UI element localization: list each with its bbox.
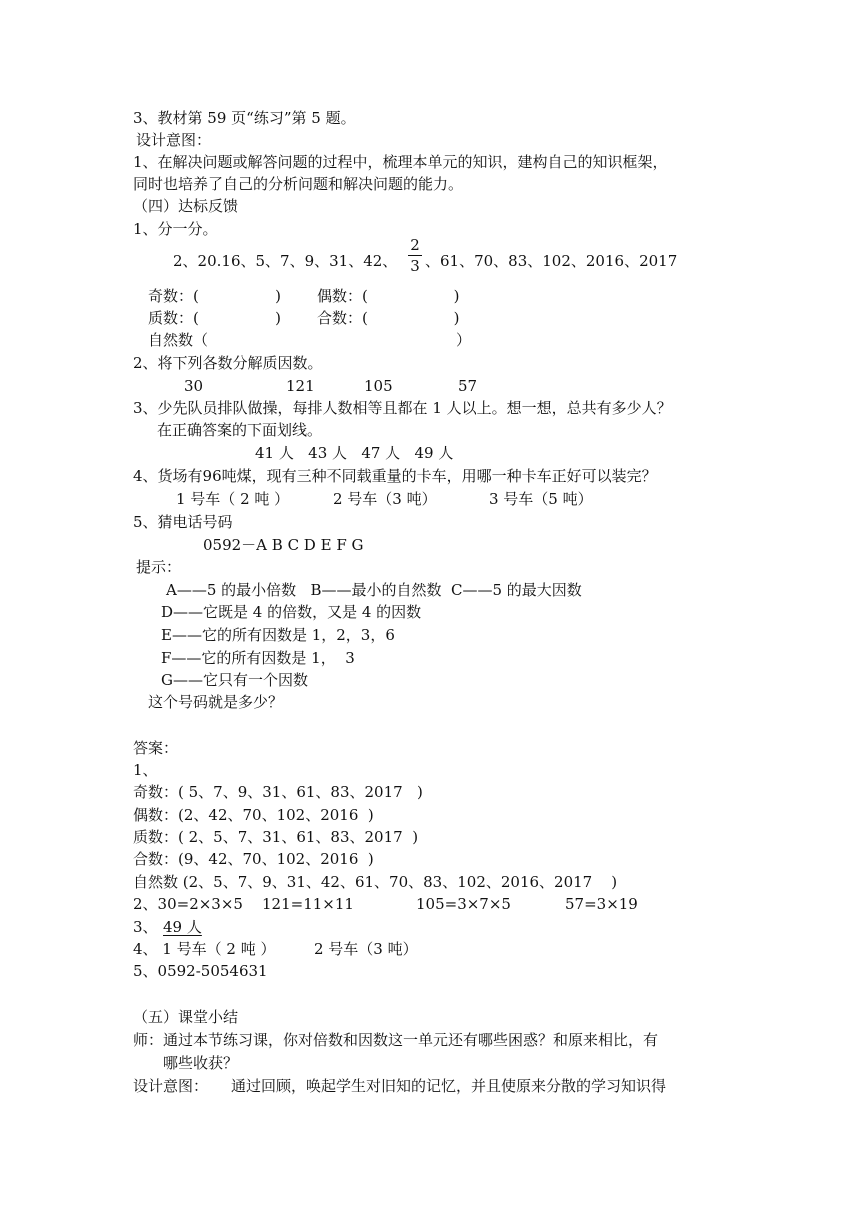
fraction-denominator: 3 xyxy=(410,257,420,275)
answer-2-121: 121=11×11 xyxy=(262,895,354,913)
factor-number-30: 30 xyxy=(184,377,204,395)
answer-2-105: 105=3×7×5 xyxy=(416,895,511,913)
composite-numbers-blank: 合数：( ) xyxy=(317,309,460,327)
factor-number-121: 121 xyxy=(286,377,315,395)
question-5-title: 5、猜电话号码 xyxy=(133,513,233,531)
answer-4-option-2: 2 号车（3 吨） xyxy=(314,940,418,958)
hint-f: F——它的所有因数是 1， 3 xyxy=(161,649,355,667)
question-4-text: 4、货场有96吨煤，现有三种不同载重量的卡车，用哪一种卡车正好可以装完？ xyxy=(133,467,657,485)
odd-numbers-blank: 奇数：( ) xyxy=(148,287,281,305)
hint-d: D——它既是 4 的倍数，又是 4 的因数 xyxy=(161,603,422,621)
question-3-options: 41 人 43 人 47 人 49 人 xyxy=(255,444,454,462)
prime-numbers-blank: 质数：( ) xyxy=(148,309,281,327)
number-list-part-1: 2、20.16、5、7、9、31、42、 xyxy=(173,252,398,270)
question-2-title: 2、将下列各数分解质因数。 xyxy=(133,354,323,372)
design-intent-label: 设计意图： xyxy=(136,131,212,149)
design-intent-text-2: 同时也培养了自己的分析问题和解决问题的能力。 xyxy=(133,175,464,193)
answer-5: 5、0592-5054631 xyxy=(133,962,268,980)
factor-number-57: 57 xyxy=(458,377,478,395)
truck-option-1: 1 号车（ 2 吨 ） xyxy=(176,490,290,508)
answer-2-57: 57=3×19 xyxy=(565,895,638,913)
even-numbers-blank: 偶数：( ) xyxy=(317,287,460,305)
design-intent-text-1: 1、在解决问题或解答问题的过程中，梳理本单元的知识，建构自己的知识框架， xyxy=(133,153,668,171)
section-four-heading: （四）达标反馈 xyxy=(133,197,239,215)
hint-abc: A——5 的最小倍数 B——最小的自然数 C——5 的最大因数 xyxy=(166,581,582,599)
answer-even: 偶数：(2、42、70、102、2016 ) xyxy=(133,806,374,824)
answer-1-label: 1、 xyxy=(133,761,158,779)
answer-3-label: 3、 xyxy=(133,918,158,936)
answer-2-30: 2、30=2×3×5 xyxy=(133,895,243,913)
textbook-exercise-line: 3、教材第 59 页“练习”第 5 题。 xyxy=(133,109,356,127)
hint-e: E——它的所有因数是 1，2，3，6 xyxy=(161,626,395,644)
phone-question: 这个号码就是多少？ xyxy=(148,693,284,711)
question-1-title: 1、分一分。 xyxy=(133,220,218,238)
number-list-part-2: 、61、70、83、102、2016、2017 xyxy=(425,252,678,270)
answer-composite: 合数：(9、42、70、102、2016 ) xyxy=(133,850,374,868)
answer-prime: 质数：( 2、5、7、31、61、83、2017 ) xyxy=(133,828,419,846)
design-intent-label-2: 设计意图： xyxy=(133,1077,209,1095)
question-3-text: 3、少先队员排队做操，每排人数相等且都在 1 人以上。想一想，总共有多少人？ xyxy=(133,399,672,417)
answers-label: 答案： xyxy=(133,739,179,757)
hint-label: 提示： xyxy=(136,558,182,576)
section-five-heading: （五）课堂小结 xyxy=(133,1008,239,1026)
fraction-two-thirds xyxy=(408,236,422,275)
truck-option-3: 3 号车（5 吨） xyxy=(489,490,593,508)
answer-4-option-1: 4、 1 号车（ 2 吨 ） xyxy=(133,940,276,958)
answer-odd: 奇数：( 5、7、9、31、61、83、2017 ) xyxy=(133,783,423,801)
summary-text-2: 哪些收获？ xyxy=(163,1054,239,1072)
fraction-bar xyxy=(408,255,422,256)
question-3-instruction: 在正确答案的下面划线。 xyxy=(157,421,323,439)
answer-3-value: 49 人 xyxy=(163,918,202,936)
hint-g: G——它只有一个因数 xyxy=(161,671,308,689)
answer-natural: 自然数 (2、5、7、9、31、42、61、70、83、102、2016、2017 ) xyxy=(133,873,618,891)
factor-number-105: 105 xyxy=(364,377,393,395)
truck-option-2: 2 号车（3 吨） xyxy=(333,490,437,508)
summary-text-1: 师：通过本节练习课，你对倍数和因数这一单元还有哪些困惑？和原来相比，有 xyxy=(133,1031,659,1049)
phone-pattern: 0592－A B C D E F G xyxy=(203,536,364,554)
natural-numbers-blank: 自然数（ ） xyxy=(148,331,471,349)
design-intent-text-3: 通过回顾，唤起学生对旧知的记忆，并且使原来分散的学习知识得 xyxy=(231,1077,667,1095)
fraction-numerator: 2 xyxy=(410,236,420,254)
